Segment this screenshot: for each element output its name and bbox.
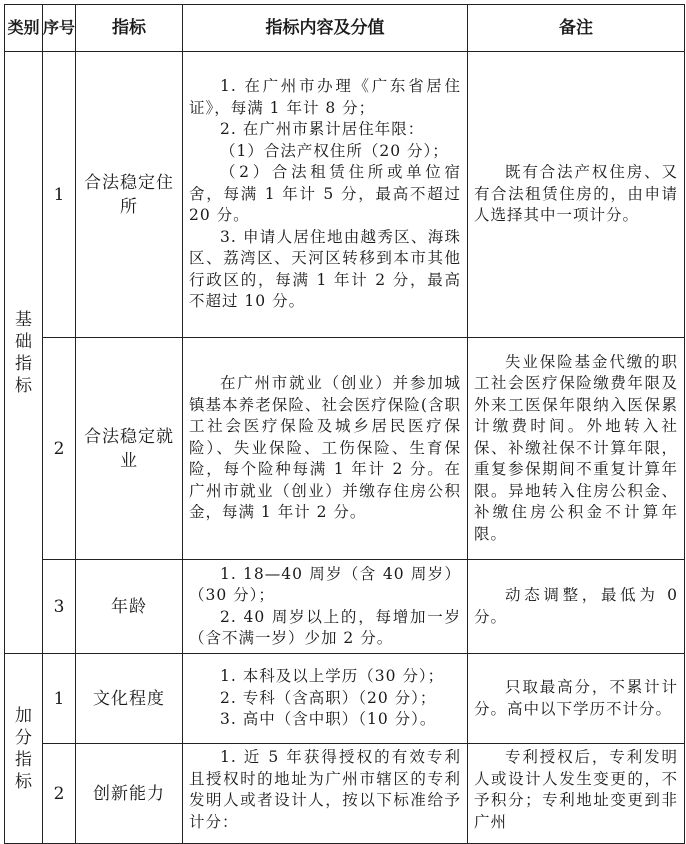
- content-line: 在广州市就业（创业）并参加城镇基本养老保险、社会医疗保险(含职工社会医疗保险及城乡居民医疗保险）、失业保险、工伤保险、生育保险，每个险种每满 1 年计 2 分。在广州市就业（创业）并缴存住房公积金，每满 1 年计 2 分。: [189, 374, 461, 522]
- indicator-name: 合法稳定就业: [76, 338, 183, 560]
- header-content: 指标内容及分值: [183, 5, 468, 52]
- content-line: 2. 专科（含高职）（20 分）；: [220, 688, 437, 707]
- content-line: 1. 18—40 周岁（含 40 周岁）（30 分）；: [189, 564, 461, 604]
- remark-text: 专利授权后，专利发明人或设计人发生变更的，不予积分；专利地址变更到非广州: [474, 748, 678, 831]
- content-line: 3. 高中（含中职）（10 分）。: [220, 710, 437, 729]
- table-row: [5, 654, 685, 744]
- remark-text: 只取最高分，不累计计分。高中以下学历不计分。: [474, 678, 678, 718]
- indicator-content: [183, 338, 468, 560]
- indicator-remark: [468, 744, 685, 844]
- table-row: [5, 52, 685, 338]
- row-index: 2: [43, 338, 76, 560]
- table-row: [5, 338, 685, 560]
- header-category: 类别: [5, 5, 43, 52]
- row-index: 1: [43, 654, 76, 744]
- indicator-remark: [468, 338, 685, 560]
- remark-text: 既有合法产权住房、又有合法租赁住房的，由申请人选择其中一项计分。: [474, 163, 678, 225]
- header-index: 序号: [43, 5, 76, 52]
- indicator-name: 创新能力: [76, 744, 183, 844]
- content-line: 2. 40 周岁以上的，每增加一岁（含不满一岁）少加 2 分。: [189, 607, 461, 647]
- indicator-remark: [468, 560, 685, 654]
- category-label: 基础指标: [15, 309, 32, 396]
- remark-text: 失业保险基金代缴的职工社会医疗保险缴费年限及外来工医保年限纳入医保累计缴费时间。外地转入社保、补缴社保不计算年限，重复参保期间不重复计算年限。异地转入住房公积金、补缴住房公积金不计算年限。: [474, 352, 678, 543]
- content-line: （1）合法产权住所（20 分）；: [220, 141, 449, 160]
- indicator-name: 年龄: [76, 560, 183, 654]
- category-cell-basic: [5, 52, 43, 654]
- header-indicator: 指标: [76, 5, 183, 52]
- remark-text: 动态调整，最低为 0 分。: [474, 586, 678, 626]
- row-index: 1: [43, 52, 76, 338]
- header-remark: 备注: [468, 5, 685, 52]
- indicator-content: [183, 654, 468, 744]
- table-row: [5, 744, 685, 844]
- category-label: 加分指标: [15, 705, 32, 792]
- category-cell-bonus: [5, 654, 43, 844]
- content-line: 1. 本科及以上学历（30 分）；: [220, 667, 445, 686]
- indicator-content: [183, 52, 468, 338]
- indicator-name: 文化程度: [76, 654, 183, 744]
- indicator-name: 合法稳定住所: [76, 52, 183, 338]
- content-line: 1. 近 5 年获得授权的有效专利且授权时的地址为广州市辖区的专利发明人或者设计人，按以下标准给予计分：: [189, 748, 461, 831]
- content-line: 1. 在广州市办理《广东省居住证》，每满 1 年计 8 分；: [189, 77, 461, 117]
- header-row: [5, 5, 685, 52]
- indicator-remark: [468, 654, 685, 744]
- content-line: 3. 申请人居住地由越秀区、海珠区、荔湾区、天河区转移到本市其他行政区的，每满 1 年计 2 分，最高不超过 10 分。: [189, 227, 461, 311]
- indicator-content: [183, 744, 468, 844]
- indicator-content: [183, 560, 468, 654]
- points-indicator-table: [4, 4, 685, 844]
- table-row: [5, 560, 685, 654]
- content-line: 2. 在广州市累计居住年限：: [220, 120, 425, 139]
- content-line: （2）合法租赁住所或单位宿舍，每满 1 年计 5 分，最高不超过 20 分。: [189, 163, 461, 225]
- row-index: 3: [43, 560, 76, 654]
- indicator-remark: [468, 52, 685, 338]
- row-index: 2: [43, 744, 76, 844]
